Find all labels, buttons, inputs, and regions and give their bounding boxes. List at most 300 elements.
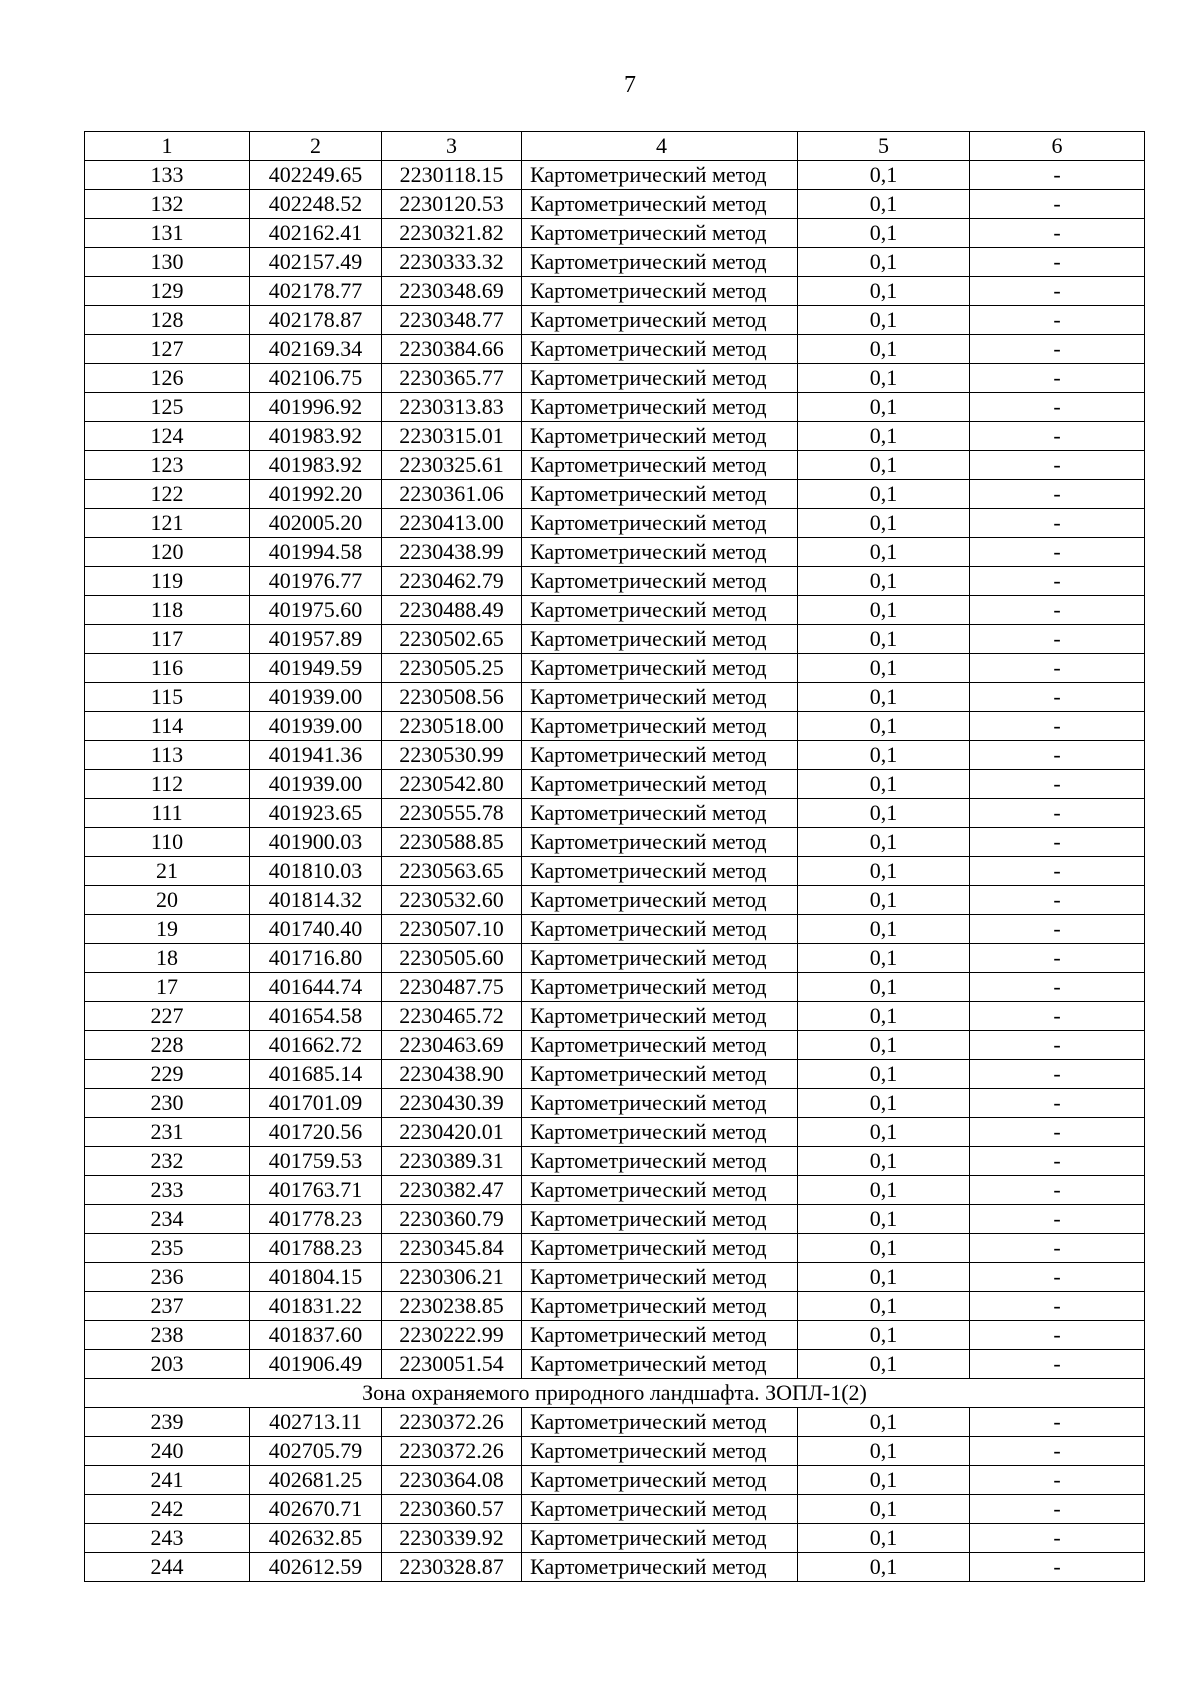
note-cell: -: [970, 828, 1145, 857]
table-row: [85, 1292, 1145, 1321]
page-number: 7: [624, 72, 636, 98]
x-coordinate-cell: 401983.92: [250, 422, 382, 451]
y-coordinate-cell: 2230333.32: [382, 248, 522, 277]
method-cell: Картометрический метод: [522, 1437, 798, 1466]
y-coordinate-cell: 2230365.77: [382, 364, 522, 393]
note-cell: -: [970, 857, 1145, 886]
accuracy-cell: 0,1: [798, 1031, 970, 1060]
note-cell: -: [970, 1205, 1145, 1234]
table-row: [85, 1466, 1145, 1495]
x-coordinate-cell: 401900.03: [250, 828, 382, 857]
point-number-cell: 229: [85, 1060, 250, 1089]
x-coordinate-cell: 401654.58: [250, 1002, 382, 1031]
method-cell: Картометрический метод: [522, 857, 798, 886]
method-cell: Картометрический метод: [522, 1408, 798, 1437]
accuracy-cell: 0,1: [798, 712, 970, 741]
y-coordinate-cell: 2230321.82: [382, 219, 522, 248]
section-title: Зона охраняемого природного ландшафта. ЗОПЛ-1(2): [85, 1379, 1145, 1408]
x-coordinate-cell: 401763.71: [250, 1176, 382, 1205]
note-cell: -: [970, 480, 1145, 509]
x-coordinate-cell: 401662.72: [250, 1031, 382, 1060]
x-coordinate-cell: 401759.53: [250, 1147, 382, 1176]
column-header: 4: [522, 132, 798, 161]
y-coordinate-cell: 2230372.26: [382, 1437, 522, 1466]
y-coordinate-cell: 2230487.75: [382, 973, 522, 1002]
method-cell: Картометрический метод: [522, 1292, 798, 1321]
table-row: [85, 712, 1145, 741]
y-coordinate-cell: 2230588.85: [382, 828, 522, 857]
table-row: [85, 1031, 1145, 1060]
point-number-cell: 237: [85, 1292, 250, 1321]
table-row: [85, 335, 1145, 364]
table-row: [85, 480, 1145, 509]
table-row: [85, 161, 1145, 190]
point-number-cell: 119: [85, 567, 250, 596]
point-number-cell: 123: [85, 451, 250, 480]
table-row: [85, 1495, 1145, 1524]
table-row: [85, 567, 1145, 596]
y-coordinate-cell: 2230438.99: [382, 538, 522, 567]
table-row: [85, 596, 1145, 625]
column-header: 6: [970, 132, 1145, 161]
point-number-cell: 230: [85, 1089, 250, 1118]
x-coordinate-cell: 401996.92: [250, 393, 382, 422]
y-coordinate-cell: 2230313.83: [382, 393, 522, 422]
point-number-cell: 113: [85, 741, 250, 770]
accuracy-cell: 0,1: [798, 770, 970, 799]
y-coordinate-cell: 2230389.31: [382, 1147, 522, 1176]
point-number-cell: 120: [85, 538, 250, 567]
x-coordinate-cell: 401720.56: [250, 1118, 382, 1147]
method-cell: Картометрический метод: [522, 161, 798, 190]
method-cell: Картометрический метод: [522, 422, 798, 451]
accuracy-cell: 0,1: [798, 190, 970, 219]
method-cell: Картометрический метод: [522, 1147, 798, 1176]
y-coordinate-cell: 2230339.92: [382, 1524, 522, 1553]
accuracy-cell: 0,1: [798, 1205, 970, 1234]
note-cell: -: [970, 770, 1145, 799]
y-coordinate-cell: 2230360.57: [382, 1495, 522, 1524]
table-row: [85, 190, 1145, 219]
x-coordinate-cell: 401994.58: [250, 538, 382, 567]
accuracy-cell: 0,1: [798, 161, 970, 190]
point-number-cell: 19: [85, 915, 250, 944]
accuracy-cell: 0,1: [798, 422, 970, 451]
method-cell: Картометрический метод: [522, 480, 798, 509]
table-header-row: [85, 132, 1145, 161]
table-row: [85, 886, 1145, 915]
method-cell: Картометрический метод: [522, 828, 798, 857]
x-coordinate-cell: 402249.65: [250, 161, 382, 190]
accuracy-cell: 0,1: [798, 1321, 970, 1350]
note-cell: -: [970, 1350, 1145, 1379]
point-number-cell: 244: [85, 1553, 250, 1582]
y-coordinate-cell: 2230348.77: [382, 306, 522, 335]
method-cell: Картометрический метод: [522, 799, 798, 828]
point-number-cell: 232: [85, 1147, 250, 1176]
note-cell: -: [970, 799, 1145, 828]
y-coordinate-cell: 2230120.53: [382, 190, 522, 219]
method-cell: Картометрический метод: [522, 306, 798, 335]
note-cell: -: [970, 248, 1145, 277]
note-cell: -: [970, 1408, 1145, 1437]
x-coordinate-cell: 402705.79: [250, 1437, 382, 1466]
method-cell: Картометрический метод: [522, 973, 798, 1002]
table-row: [85, 1553, 1145, 1582]
y-coordinate-cell: 2230051.54: [382, 1350, 522, 1379]
y-coordinate-cell: 2230384.66: [382, 335, 522, 364]
x-coordinate-cell: 402670.71: [250, 1495, 382, 1524]
x-coordinate-cell: 401939.00: [250, 770, 382, 799]
method-cell: Картометрический метод: [522, 219, 798, 248]
method-cell: Картометрический метод: [522, 1263, 798, 1292]
note-cell: -: [970, 1002, 1145, 1031]
method-cell: Картометрический метод: [522, 944, 798, 973]
y-coordinate-cell: 2230364.08: [382, 1466, 522, 1495]
y-coordinate-cell: 2230465.72: [382, 1002, 522, 1031]
y-coordinate-cell: 2230430.39: [382, 1089, 522, 1118]
method-cell: Картометрический метод: [522, 1031, 798, 1060]
y-coordinate-cell: 2230508.56: [382, 683, 522, 712]
note-cell: -: [970, 625, 1145, 654]
method-cell: Картометрический метод: [522, 1089, 798, 1118]
x-coordinate-cell: 401939.00: [250, 683, 382, 712]
accuracy-cell: 0,1: [798, 335, 970, 364]
x-coordinate-cell: 402713.11: [250, 1408, 382, 1437]
note-cell: -: [970, 335, 1145, 364]
point-number-cell: 110: [85, 828, 250, 857]
note-cell: -: [970, 393, 1145, 422]
note-cell: -: [970, 1495, 1145, 1524]
x-coordinate-cell: 401992.20: [250, 480, 382, 509]
method-cell: Картометрический метод: [522, 451, 798, 480]
point-number-cell: 17: [85, 973, 250, 1002]
note-cell: -: [970, 1147, 1145, 1176]
table-row: [85, 277, 1145, 306]
y-coordinate-cell: 2230530.99: [382, 741, 522, 770]
note-cell: -: [970, 654, 1145, 683]
y-coordinate-cell: 2230505.25: [382, 654, 522, 683]
note-cell: -: [970, 1524, 1145, 1553]
method-cell: Картометрический метод: [522, 335, 798, 364]
y-coordinate-cell: 2230325.61: [382, 451, 522, 480]
y-coordinate-cell: 2230505.60: [382, 944, 522, 973]
accuracy-cell: 0,1: [798, 277, 970, 306]
y-coordinate-cell: 2230462.79: [382, 567, 522, 596]
accuracy-cell: 0,1: [798, 567, 970, 596]
y-coordinate-cell: 2230532.60: [382, 886, 522, 915]
table-row: [85, 1002, 1145, 1031]
note-cell: -: [970, 1060, 1145, 1089]
point-number-cell: 238: [85, 1321, 250, 1350]
note-cell: -: [970, 886, 1145, 915]
point-number-cell: 242: [85, 1495, 250, 1524]
y-coordinate-cell: 2230563.65: [382, 857, 522, 886]
point-number-cell: 18: [85, 944, 250, 973]
method-cell: Картометрический метод: [522, 1002, 798, 1031]
table-row: [85, 973, 1145, 1002]
y-coordinate-cell: 2230488.49: [382, 596, 522, 625]
note-cell: -: [970, 538, 1145, 567]
y-coordinate-cell: 2230413.00: [382, 509, 522, 538]
table-row: [85, 1176, 1145, 1205]
point-number-cell: 239: [85, 1408, 250, 1437]
x-coordinate-cell: 401740.40: [250, 915, 382, 944]
note-cell: -: [970, 1553, 1145, 1582]
accuracy-cell: 0,1: [798, 741, 970, 770]
column-header: 2: [250, 132, 382, 161]
accuracy-cell: 0,1: [798, 1437, 970, 1466]
table-row: [85, 1437, 1145, 1466]
note-cell: -: [970, 1263, 1145, 1292]
method-cell: Картометрический метод: [522, 915, 798, 944]
method-cell: Картометрический метод: [522, 1060, 798, 1089]
note-cell: -: [970, 451, 1145, 480]
table-row: [85, 915, 1145, 944]
x-coordinate-cell: 401923.65: [250, 799, 382, 828]
point-number-cell: 129: [85, 277, 250, 306]
method-cell: Картометрический метод: [522, 190, 798, 219]
table-row: [85, 1118, 1145, 1147]
method-cell: Картометрический метод: [522, 596, 798, 625]
note-cell: -: [970, 422, 1145, 451]
method-cell: Картометрический метод: [522, 741, 798, 770]
point-number-cell: 122: [85, 480, 250, 509]
accuracy-cell: 0,1: [798, 1350, 970, 1379]
table-row: [85, 1350, 1145, 1379]
accuracy-cell: 0,1: [798, 1002, 970, 1031]
y-coordinate-cell: 2230438.90: [382, 1060, 522, 1089]
table-row: [85, 1060, 1145, 1089]
x-coordinate-cell: 401804.15: [250, 1263, 382, 1292]
table-row: [85, 1408, 1145, 1437]
x-coordinate-cell: 401983.92: [250, 451, 382, 480]
point-number-cell: 234: [85, 1205, 250, 1234]
table-row: [85, 393, 1145, 422]
accuracy-cell: 0,1: [798, 1524, 970, 1553]
point-number-cell: 125: [85, 393, 250, 422]
accuracy-cell: 0,1: [798, 886, 970, 915]
y-coordinate-cell: 2230502.65: [382, 625, 522, 654]
accuracy-cell: 0,1: [798, 915, 970, 944]
accuracy-cell: 0,1: [798, 1060, 970, 1089]
x-coordinate-cell: 402632.85: [250, 1524, 382, 1553]
method-cell: Картометрический метод: [522, 1176, 798, 1205]
x-coordinate-cell: 401701.09: [250, 1089, 382, 1118]
table-row: [85, 828, 1145, 857]
y-coordinate-cell: 2230315.01: [382, 422, 522, 451]
note-cell: -: [970, 1466, 1145, 1495]
accuracy-cell: 0,1: [798, 1292, 970, 1321]
method-cell: Картометрический метод: [522, 770, 798, 799]
point-number-cell: 20: [85, 886, 250, 915]
x-coordinate-cell: 401975.60: [250, 596, 382, 625]
accuracy-cell: 0,1: [798, 1408, 970, 1437]
point-number-cell: 233: [85, 1176, 250, 1205]
table-row: [85, 741, 1145, 770]
note-cell: -: [970, 277, 1145, 306]
point-number-cell: 132: [85, 190, 250, 219]
method-cell: Картометрический метод: [522, 1234, 798, 1263]
note-cell: -: [970, 1118, 1145, 1147]
accuracy-cell: 0,1: [798, 1118, 970, 1147]
method-cell: Картометрический метод: [522, 1350, 798, 1379]
y-coordinate-cell: 2230361.06: [382, 480, 522, 509]
point-number-cell: 231: [85, 1118, 250, 1147]
method-cell: Картометрический метод: [522, 364, 798, 393]
method-cell: Картометрический метод: [522, 1321, 798, 1350]
method-cell: Картометрический метод: [522, 1495, 798, 1524]
x-coordinate-cell: 402178.87: [250, 306, 382, 335]
table-row: [85, 1205, 1145, 1234]
accuracy-cell: 0,1: [798, 538, 970, 567]
method-cell: Картометрический метод: [522, 625, 798, 654]
accuracy-cell: 0,1: [798, 944, 970, 973]
x-coordinate-cell: 402178.77: [250, 277, 382, 306]
note-cell: -: [970, 1321, 1145, 1350]
note-cell: -: [970, 973, 1145, 1002]
x-coordinate-cell: 401957.89: [250, 625, 382, 654]
accuracy-cell: 0,1: [798, 1147, 970, 1176]
table-row: [85, 683, 1145, 712]
point-number-cell: 240: [85, 1437, 250, 1466]
point-number-cell: 128: [85, 306, 250, 335]
accuracy-cell: 0,1: [798, 1466, 970, 1495]
point-number-cell: 111: [85, 799, 250, 828]
point-number-cell: 241: [85, 1466, 250, 1495]
method-cell: Картометрический метод: [522, 1205, 798, 1234]
section-body: [85, 1379, 1145, 1408]
table-body-part2: [85, 1408, 1145, 1582]
method-cell: Картометрический метод: [522, 654, 798, 683]
accuracy-cell: 0,1: [798, 625, 970, 654]
y-coordinate-cell: 2230238.85: [382, 1292, 522, 1321]
point-number-cell: 127: [85, 335, 250, 364]
note-cell: -: [970, 712, 1145, 741]
table-row: [85, 1147, 1145, 1176]
x-coordinate-cell: 402169.34: [250, 335, 382, 364]
point-number-cell: 126: [85, 364, 250, 393]
note-cell: -: [970, 306, 1145, 335]
note-cell: -: [970, 1176, 1145, 1205]
y-coordinate-cell: 2230420.01: [382, 1118, 522, 1147]
y-coordinate-cell: 2230507.10: [382, 915, 522, 944]
accuracy-cell: 0,1: [798, 654, 970, 683]
point-number-cell: 203: [85, 1350, 250, 1379]
column-header: 1: [85, 132, 250, 161]
table-row: [85, 770, 1145, 799]
y-coordinate-cell: 2230348.69: [382, 277, 522, 306]
note-cell: -: [970, 1292, 1145, 1321]
x-coordinate-cell: 401778.23: [250, 1205, 382, 1234]
y-coordinate-cell: 2230542.80: [382, 770, 522, 799]
table-row: [85, 219, 1145, 248]
x-coordinate-cell: 401644.74: [250, 973, 382, 1002]
method-cell: Картометрический метод: [522, 1524, 798, 1553]
accuracy-cell: 0,1: [798, 1263, 970, 1292]
method-cell: Картометрический метод: [522, 683, 798, 712]
y-coordinate-cell: 2230372.26: [382, 1408, 522, 1437]
method-cell: Картометрический метод: [522, 567, 798, 596]
point-number-cell: 121: [85, 509, 250, 538]
accuracy-cell: 0,1: [798, 480, 970, 509]
x-coordinate-cell: 402681.25: [250, 1466, 382, 1495]
table-row: [85, 364, 1145, 393]
point-number-cell: 114: [85, 712, 250, 741]
x-coordinate-cell: 401939.00: [250, 712, 382, 741]
x-coordinate-cell: 401814.32: [250, 886, 382, 915]
accuracy-cell: 0,1: [798, 828, 970, 857]
y-coordinate-cell: 2230345.84: [382, 1234, 522, 1263]
point-number-cell: 21: [85, 857, 250, 886]
x-coordinate-cell: 401716.80: [250, 944, 382, 973]
table-row: [85, 451, 1145, 480]
accuracy-cell: 0,1: [798, 799, 970, 828]
accuracy-cell: 0,1: [798, 248, 970, 277]
x-coordinate-cell: 401949.59: [250, 654, 382, 683]
note-cell: -: [970, 944, 1145, 973]
note-cell: -: [970, 596, 1145, 625]
accuracy-cell: 0,1: [798, 1495, 970, 1524]
y-coordinate-cell: 2230222.99: [382, 1321, 522, 1350]
table-body-part1: [85, 161, 1145, 1379]
coordinates-table: [84, 131, 1145, 1582]
table-row: [85, 654, 1145, 683]
table-row: [85, 857, 1145, 886]
y-coordinate-cell: 2230382.47: [382, 1176, 522, 1205]
table-row: [85, 799, 1145, 828]
note-cell: -: [970, 161, 1145, 190]
accuracy-cell: 0,1: [798, 1176, 970, 1205]
x-coordinate-cell: 402106.75: [250, 364, 382, 393]
method-cell: Картометрический метод: [522, 712, 798, 741]
table-row: [85, 1263, 1145, 1292]
x-coordinate-cell: 402005.20: [250, 509, 382, 538]
point-number-cell: 227: [85, 1002, 250, 1031]
x-coordinate-cell: 401837.60: [250, 1321, 382, 1350]
table-row: [85, 538, 1145, 567]
point-number-cell: 115: [85, 683, 250, 712]
x-coordinate-cell: 401831.22: [250, 1292, 382, 1321]
note-cell: -: [970, 509, 1145, 538]
point-number-cell: 130: [85, 248, 250, 277]
table-row: [85, 944, 1145, 973]
method-cell: Картометрический метод: [522, 393, 798, 422]
table-row: [85, 1321, 1145, 1350]
accuracy-cell: 0,1: [798, 1234, 970, 1263]
y-coordinate-cell: 2230555.78: [382, 799, 522, 828]
x-coordinate-cell: 401685.14: [250, 1060, 382, 1089]
note-cell: -: [970, 364, 1145, 393]
point-number-cell: 116: [85, 654, 250, 683]
y-coordinate-cell: 2230360.79: [382, 1205, 522, 1234]
point-number-cell: 228: [85, 1031, 250, 1060]
x-coordinate-cell: 401976.77: [250, 567, 382, 596]
accuracy-cell: 0,1: [798, 1553, 970, 1582]
note-cell: -: [970, 190, 1145, 219]
note-cell: -: [970, 1089, 1145, 1118]
y-coordinate-cell: 2230328.87: [382, 1553, 522, 1582]
y-coordinate-cell: 2230118.15: [382, 161, 522, 190]
table-row: [85, 625, 1145, 654]
column-header: 5: [798, 132, 970, 161]
x-coordinate-cell: 402157.49: [250, 248, 382, 277]
accuracy-cell: 0,1: [798, 857, 970, 886]
accuracy-cell: 0,1: [798, 364, 970, 393]
note-cell: -: [970, 1437, 1145, 1466]
table-row: [85, 1234, 1145, 1263]
method-cell: Картометрический метод: [522, 538, 798, 567]
